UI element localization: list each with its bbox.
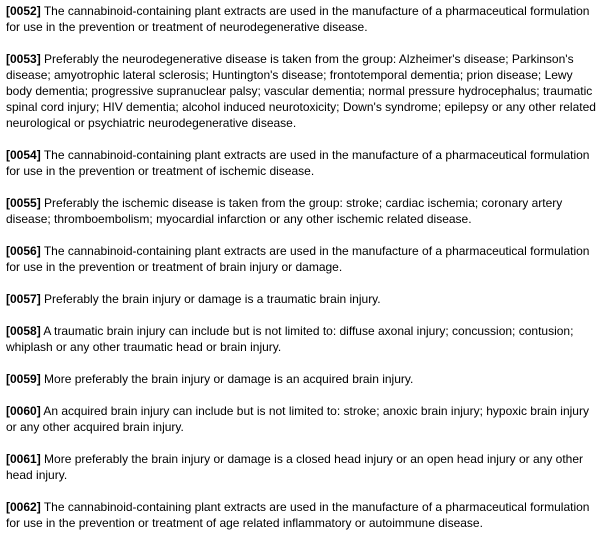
paragraph-number: [0052] bbox=[6, 4, 41, 18]
paragraph-number: [0058] bbox=[6, 324, 41, 338]
paragraph-number: [0057] bbox=[6, 292, 41, 306]
paragraph-text: A traumatic brain injury can include but is not limited to: diffuse axonal injury; concussion; contusion; whiplash or any other traumatic head or brain injury. bbox=[6, 324, 574, 354]
paragraph-number: [0056] bbox=[6, 244, 41, 258]
paragraph-text: The cannabinoid-containing plant extracts are used in the manufacture of a pharmaceutical formulation for use in the prevention or treatment of neurodegenerative disease. bbox=[6, 4, 590, 34]
paragraph-number: [0054] bbox=[6, 148, 41, 162]
paragraph-number: [0062] bbox=[6, 500, 41, 514]
paragraph-text: The cannabinoid-containing plant extracts are used in the manufacture of a pharmaceutical formulation for use in the prevention or treatment of ischemic disease. bbox=[6, 148, 590, 178]
paragraph-0059 bbox=[6, 371, 597, 387]
paragraph-0053 bbox=[6, 51, 597, 131]
paragraph-0058 bbox=[6, 323, 597, 355]
paragraph-0061 bbox=[6, 451, 597, 483]
paragraph-number: [0059] bbox=[6, 372, 41, 386]
paragraph-0056 bbox=[6, 243, 597, 275]
paragraph-text: An acquired brain injury can include but is not limited to: stroke; anoxic brain injury; hypoxic brain injury or any other acquired brain injury. bbox=[6, 404, 589, 434]
paragraph-0052 bbox=[6, 3, 597, 35]
paragraph-0055 bbox=[6, 195, 597, 227]
paragraph-number: [0055] bbox=[6, 196, 41, 210]
paragraph-text: Preferably the brain injury or damage is a traumatic brain injury. bbox=[44, 292, 381, 306]
paragraph-text: The cannabinoid-containing plant extracts are used in the manufacture of a pharmaceutical formulation for use in the prevention or treatment of age related inflammatory or autoimmune disease. bbox=[6, 500, 590, 530]
paragraph-text: Preferably the ischemic disease is taken from the group: stroke; cardiac ischemia; coronary artery disease; thromboembolism; myocardial infarction or any other ischemic related disease. bbox=[6, 196, 563, 226]
paragraph-number: [0060] bbox=[6, 404, 41, 418]
paragraph-number: [0061] bbox=[6, 452, 41, 466]
paragraph-text: Preferably the neurodegenerative disease is taken from the group: Alzheimer's disease; Parkinson's disease; amyotrophic lateral sclerosis; Huntington's disease; frontotemporal dementia; prion disease; Lewy body dementia; progressive supranuclear palsy; vascular dementia; normal pressure hydrocephalus; traumatic spinal cord injury; HIV dementia; alcohol induced neurotoxicity; Down's syndrome; epilepsy or any other related neurological or psychiatric neurodegenerative disease. bbox=[6, 52, 596, 130]
paragraph-text: More preferably the brain injury or damage is a closed head injury or an open head injury or any other head injury. bbox=[6, 452, 584, 482]
paragraph-number: [0053] bbox=[6, 52, 41, 66]
paragraph-text: More preferably the brain injury or damage is an acquired brain injury. bbox=[44, 372, 414, 386]
paragraph-0062 bbox=[6, 499, 597, 531]
paragraph-text: The cannabinoid-containing plant extracts are used in the manufacture of a pharmaceutical formulation for use in the prevention or treatment of brain injury or damage. bbox=[6, 244, 590, 274]
paragraph-0060 bbox=[6, 403, 597, 435]
paragraph-0057 bbox=[6, 291, 597, 307]
paragraph-0054 bbox=[6, 147, 597, 179]
